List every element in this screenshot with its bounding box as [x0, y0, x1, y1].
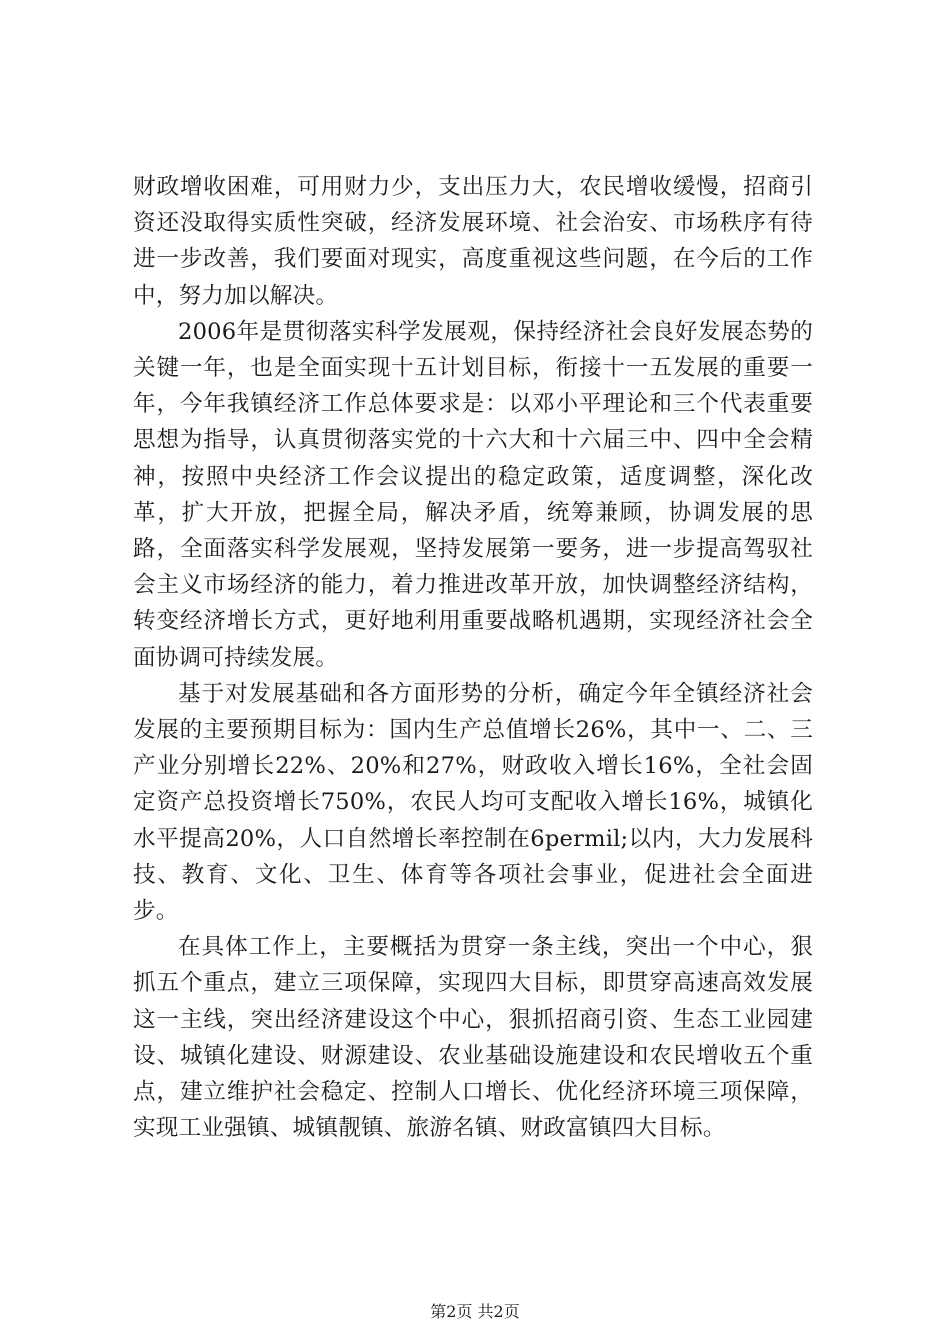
paragraph-expected-targets: 基于对发展基础和各方面形势的分析，确定今年全镇经济社会发展的主要预期目标为：国内生产总值增长26%，其中一、二、三产业分别增长22%、20%和27%，财政收入增长16%，全社会固定资产总投资增长750%，农民人均可支配收入增长16%，城镇化水平提高20%，人口自然增长率控制在6permil;以内，大力发展科技、教育、文化、卫生、体育等各项社会事业，促进社会全面进步。	[133, 680, 813, 925]
document-body	[133, 169, 813, 1146]
paragraph-specific-work: 在具体工作上，主要概括为贯穿一条主线，突出一个中心，狠抓五个重点，建立三项保障，实现四大目标，即贯穿高速高效发展这一主线，突出经济建设这个中心，狠抓招商引资、生态工业园建设、城镇化建设、财源建设、农业基础设施建设和农民增收五个重点，建立维护社会稳定、控制人口增长、优化经济环境三项保障，实现工业强镇、城镇靓镇、旅游名镇、财政富镇四大目标。	[133, 934, 813, 1142]
paragraph-continuation: 财政增收困难，可用财力少，支出压力大，农民增收缓慢，招商引资还没取得实质性突破，经济发展环境、社会治安、市场秩序有待进一步改善，我们要面对现实，高度重视这些问题，在今后的工作中，努力加以解决。	[133, 174, 813, 309]
paragraph-2006-requirements: 2006年是贯彻落实科学发展观，保持经济社会良好发展态势的关键一年，也是全面实现十五计划目标，衔接十一五发展的重要一年，今年我镇经济工作总体要求是：以邓小平理论和三个代表重要思想为指导，认真贯彻落实党的十六大和十六届三中、四中全会精神，按照中央经济工作会议提出的稳定政策，适度调整，深化改革，扩大开放，把握全局，解决矛盾，统筹兼顾，协调发展的思路，全面落实科学发展观，坚持发展第一要务，进一步提高驾驭社会主义市场经济的能力，着力推进改革开放，加快调整经济结构，转变经济增长方式，更好地利用重要战略机遇期，实现经济社会全面协调可持续发展。	[133, 318, 813, 671]
page-number-footer: 第2页 共2页	[430, 1302, 520, 1321]
